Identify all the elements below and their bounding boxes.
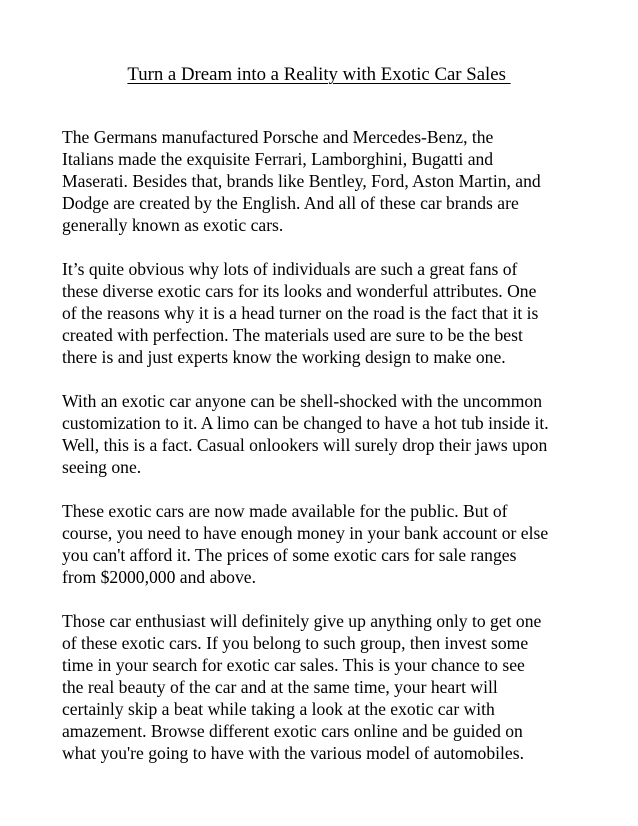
paragraph-line: you can't afford it. The prices of some exotic cars for sale ranges: [62, 545, 517, 565]
paragraph-line: generally known as exotic cars.: [62, 215, 284, 235]
paragraph-line: The Germans manufactured Porsche and Mercedes-Benz, the: [62, 127, 494, 147]
paragraph-4: [62, 500, 594, 588]
paragraph-line: Italians made the exquisite Ferrari, Lamborghini, Bugatti and: [62, 149, 494, 169]
paragraph-line: Well, this is a fact. Casual onlookers will surely drop their jaws upon: [62, 435, 548, 455]
paragraph-2: [62, 258, 594, 368]
document-body: [62, 126, 594, 786]
paragraph-3: [62, 390, 594, 478]
paragraph-line: from $2000,000 and above.: [62, 567, 256, 587]
paragraph-line: Those car enthusiast will definitely give up anything only to get one: [62, 611, 542, 631]
paragraph-line: certainly skip a beat while taking a look at the exotic car with: [62, 699, 495, 719]
paragraph-line: of the reasons why it is a head turner on the road is the fact that it is: [62, 303, 539, 323]
paragraph-line: time in your search for exotic car sales. This is your chance to see: [62, 655, 525, 675]
paragraph-line: These exotic cars are now made available for the public. But of: [62, 501, 508, 521]
paragraph-line: Dodge are created by the English. And all of these car brands are: [62, 193, 519, 213]
paragraph-1: [62, 126, 594, 236]
paragraph-line: created with perfection. The materials used are sure to be the best: [62, 325, 523, 345]
paragraph-line: It’s quite obvious why lots of individuals are such a great fans of: [62, 259, 518, 279]
paragraph-line: amazement. Browse different exotic cars online and be guided on: [62, 721, 523, 741]
paragraph-line: customization to it. A limo can be changed to have a hot tub inside it.: [62, 413, 549, 433]
paragraph-line: seeing one.: [62, 457, 142, 477]
paragraph-5: [62, 610, 594, 764]
document-title: [0, 64, 638, 86]
paragraph-line: there is and just experts know the working design to make one.: [62, 347, 506, 367]
paragraph-line: of these exotic cars. If you belong to such group, then invest some: [62, 633, 529, 653]
paragraph-line: the real beauty of the car and at the same time, your heart will: [62, 677, 498, 697]
paragraph-line: course, you need to have enough money in your bank account or else: [62, 523, 549, 543]
paragraph-line: Maserati. Besides that, brands like Bentley, Ford, Aston Martin, and: [62, 171, 541, 191]
paragraph-line: With an exotic car anyone can be shell-shocked with the uncommon: [62, 391, 543, 411]
paragraph-line: these diverse exotic cars for its looks and wonderful attributes. One: [62, 281, 537, 301]
paragraph-line: what you're going to have with the various model of automobiles.: [62, 743, 524, 763]
document-title-text: Turn a Dream into a Reality with Exotic Car Sales: [127, 64, 511, 85]
